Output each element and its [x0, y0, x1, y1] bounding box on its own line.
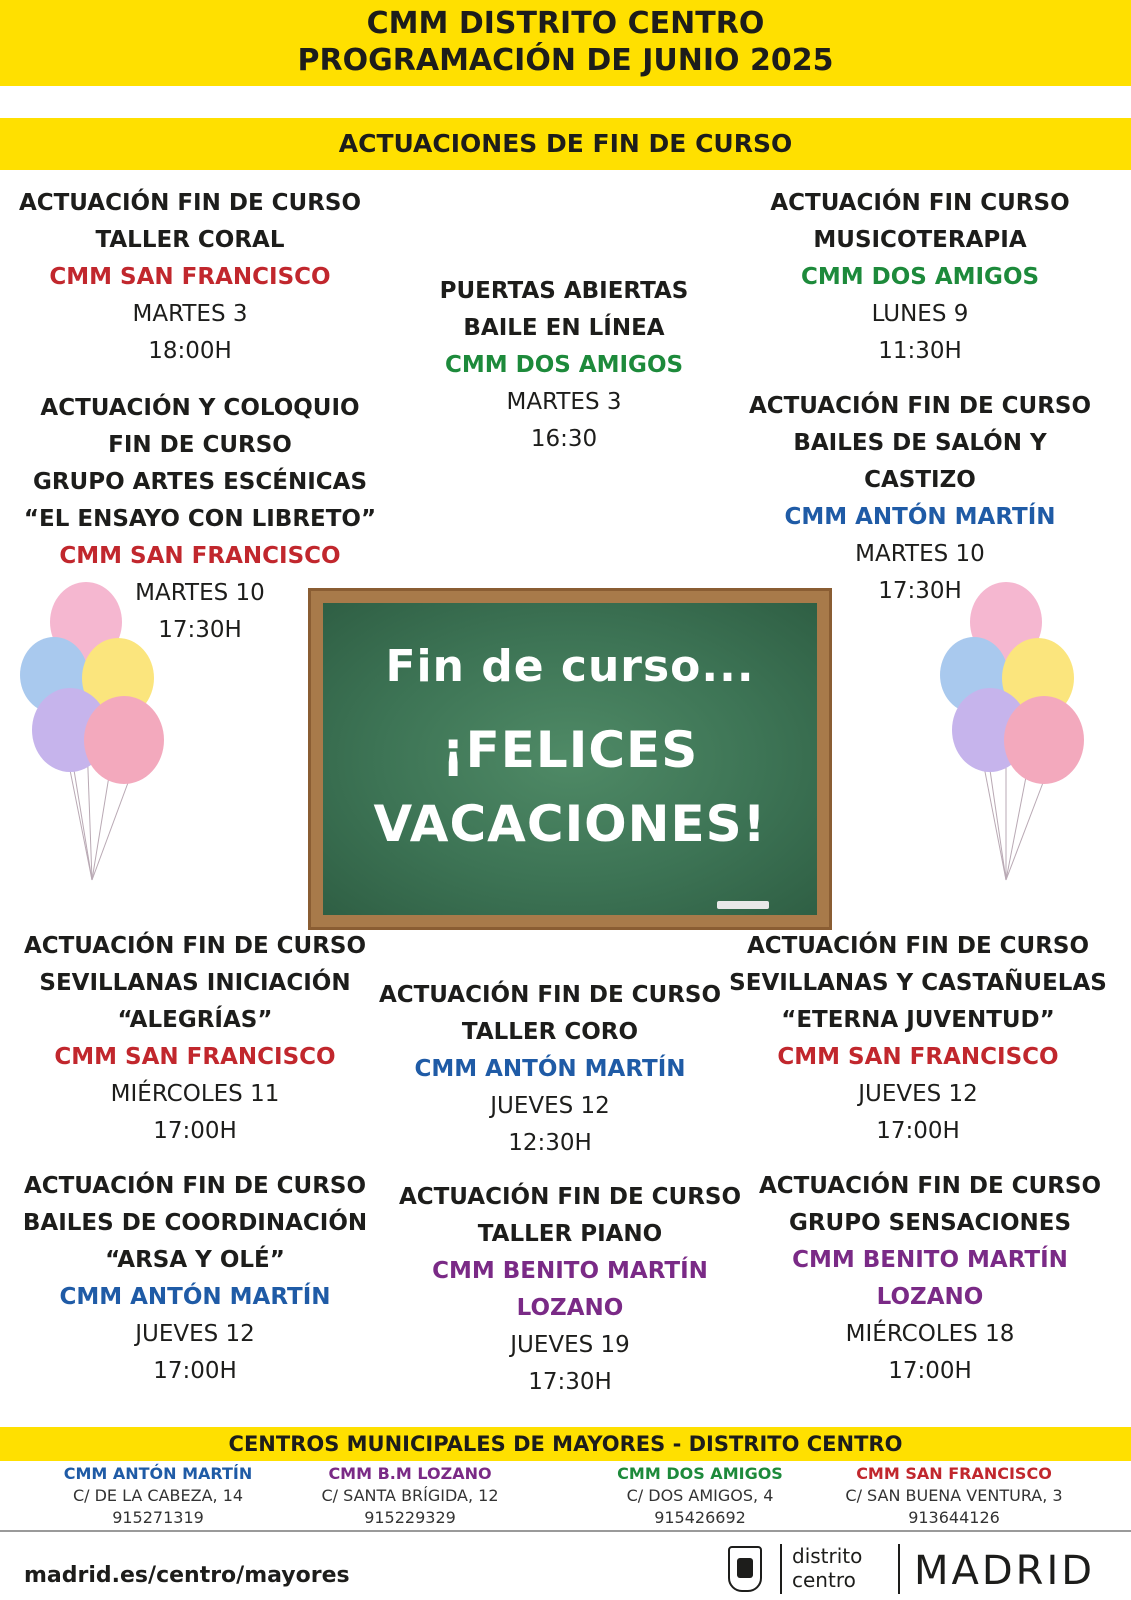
- event-center: CMM ANTÓN MARTÍN: [784, 504, 1056, 530]
- event-day: LUNES 9: [871, 301, 969, 327]
- event-title-line: GRUPO SENSACIONES: [788, 1210, 1072, 1236]
- event-bailes-salon: [730, 388, 1110, 610]
- event-center: CMM BENITO MARTÍN: [792, 1247, 1068, 1273]
- chalkboard-line-3: VACACIONES!: [373, 795, 767, 853]
- madrid-logo: [728, 1540, 1108, 1596]
- event-title-line: ACTUACIÓN FIN DE CURSO: [758, 1173, 1102, 1199]
- event-title-line: BAILE EN LÍNEA: [463, 315, 665, 341]
- logo-distrito-centro: [792, 1544, 862, 1592]
- center-name: CMM ANTÓN MARTÍN: [63, 1464, 253, 1483]
- event-title-line: ACTUACIÓN FIN DE CURSO: [18, 190, 362, 216]
- event-arsa-y-ole: [5, 1168, 385, 1390]
- madrid-crest-icon: [728, 1546, 762, 1592]
- centers-title: CENTROS MUNICIPALES DE MAYORES - DISTRITO CENTRO: [0, 1427, 1131, 1461]
- event-title-line: ACTUACIÓN FIN CURSO: [770, 190, 1070, 216]
- event-taller-coral: [0, 185, 380, 370]
- event-title-line: ACTUACIÓN FIN DE CURSO: [23, 1173, 367, 1199]
- center-anton-martin: [28, 1463, 288, 1529]
- event-title-line: TALLER PIANO: [477, 1221, 663, 1247]
- event-time: 17:00H: [153, 1118, 237, 1144]
- event-day: MARTES 3: [506, 389, 622, 415]
- event-day: JUEVES 12: [858, 1081, 978, 1107]
- header-subtitle: PROGRAMACIÓN DE JUNIO 2025: [297, 43, 834, 78]
- event-time: 17:00H: [153, 1358, 237, 1384]
- event-center: CMM SAN FRANCISCO: [59, 543, 341, 569]
- event-title-line: BAILES DE SALÓN Y: [793, 430, 1047, 456]
- center-bm-lozano: [280, 1463, 540, 1529]
- event-title-line: PUERTAS ABIERTAS: [439, 278, 689, 304]
- event-time: 18:00H: [148, 338, 232, 364]
- event-center: CMM BENITO MARTÍN: [432, 1258, 708, 1284]
- center-name: CMM B.M LOZANO: [328, 1464, 492, 1483]
- chalkboard-surface: [323, 603, 817, 915]
- chalkboard-line-2: ¡FELICES: [441, 721, 699, 779]
- event-center: LOZANO: [516, 1295, 624, 1321]
- event-day: MIÉRCOLES 18: [845, 1321, 1015, 1347]
- event-title-line: MUSICOTERAPIA: [813, 227, 1027, 253]
- header-title: CMM DISTRITO CENTRO: [366, 6, 765, 41]
- event-center: CMM ANTÓN MARTÍN: [59, 1284, 331, 1310]
- event-time: 17:30H: [528, 1369, 612, 1395]
- center-name: CMM DOS AMIGOS: [617, 1464, 783, 1483]
- center-address: C/ DOS AMIGOS, 4: [626, 1486, 774, 1505]
- event-time: 12:30H: [508, 1130, 592, 1156]
- event-taller-piano: [380, 1179, 760, 1401]
- event-grupo-sensaciones: [740, 1168, 1120, 1390]
- event-title-line: BAILES DE COORDINACIÓN: [22, 1210, 368, 1236]
- event-musicoterapia: [730, 185, 1110, 370]
- chalkboard: [308, 588, 832, 930]
- event-time: 11:30H: [878, 338, 962, 364]
- event-time: 16:30: [530, 426, 598, 452]
- chalkboard-line-1: Fin de curso...: [385, 641, 755, 692]
- event-baile-en-linea: [374, 273, 754, 458]
- event-title-line: GRUPO ARTES ESCÉNICAS: [32, 469, 368, 495]
- center-dos-amigos: [570, 1463, 830, 1529]
- event-title-line: TALLER CORO: [461, 1019, 639, 1045]
- event-day: MARTES 10: [855, 541, 985, 567]
- event-title-line: FIN DE CURSO: [108, 432, 292, 458]
- footer-divider: [0, 1530, 1131, 1532]
- center-address: C/ DE LA CABEZA, 14: [72, 1486, 244, 1505]
- event-center: CMM ANTÓN MARTÍN: [414, 1056, 686, 1082]
- event-title-line: SEVILLANAS Y CASTAÑUELAS: [729, 970, 1107, 996]
- event-title-line: “EL ENSAYO CON LIBRETO”: [23, 506, 377, 532]
- event-day: MARTES 10: [135, 580, 265, 606]
- event-day: MIÉRCOLES 11: [110, 1081, 280, 1107]
- center-address: C/ SAN BUENA VENTURA, 3: [845, 1486, 1063, 1505]
- logo-divider: [898, 1544, 900, 1594]
- logo-madrid-wordmark: MADRID: [914, 1548, 1096, 1594]
- event-title-line: “ETERNA JUVENTUD”: [781, 1007, 1055, 1033]
- event-title-line: ACTUACIÓN FIN DE CURSO: [748, 393, 1092, 419]
- event-day: JUEVES 19: [510, 1332, 630, 1358]
- event-title-line: SEVILLANAS INICIACIÓN: [39, 970, 351, 996]
- event-title-line: “ALEGRÍAS”: [117, 1007, 273, 1033]
- center-phone: 915229329: [364, 1508, 456, 1527]
- event-time: 17:00H: [888, 1358, 972, 1384]
- logo-divider: [780, 1544, 782, 1594]
- center-phone: 915426692: [654, 1508, 746, 1527]
- logo-line-1: distrito: [792, 1544, 863, 1568]
- event-sevillanas-iniciacion: [5, 928, 385, 1150]
- event-time: 17:30H: [878, 578, 962, 604]
- event-time: 17:00H: [876, 1118, 960, 1144]
- event-title-line: “ARSA Y OLÉ”: [105, 1247, 285, 1273]
- event-title-line: ACTUACIÓN Y COLOQUIO: [40, 395, 360, 421]
- event-center: CMM DOS AMIGOS: [444, 352, 684, 378]
- event-title-line: ACTUACIÓN FIN DE CURSO: [746, 933, 1090, 959]
- event-center: LOZANO: [876, 1284, 984, 1310]
- event-center: CMM SAN FRANCISCO: [49, 264, 331, 290]
- section-title: ACTUACIONES DE FIN DE CURSO: [0, 118, 1131, 170]
- header-band: [0, 0, 1131, 86]
- event-title-line: ACTUACIÓN FIN DE CURSO: [23, 933, 367, 959]
- event-time: 17:30H: [158, 617, 242, 643]
- event-title-line: TALLER CORAL: [95, 227, 285, 253]
- event-taller-coro: [360, 977, 740, 1162]
- footer-url-link[interactable]: madrid.es/centro/mayores: [24, 1563, 350, 1588]
- event-day: JUEVES 12: [135, 1321, 255, 1347]
- center-name: CMM SAN FRANCISCO: [856, 1464, 1052, 1483]
- logo-line-2: centro: [792, 1568, 856, 1592]
- center-phone: 913644126: [908, 1508, 1000, 1527]
- event-center: CMM SAN FRANCISCO: [54, 1044, 336, 1070]
- event-eterna-juventud: [728, 928, 1108, 1150]
- event-day: MARTES 3: [132, 301, 248, 327]
- chalk-icon: [717, 901, 769, 909]
- event-title-line: CASTIZO: [864, 467, 976, 493]
- event-center: CMM SAN FRANCISCO: [777, 1044, 1059, 1070]
- center-phone: 915271319: [112, 1508, 204, 1527]
- balloons-right-icon: [934, 580, 1084, 890]
- center-address: C/ SANTA BRÍGIDA, 12: [321, 1486, 499, 1505]
- balloons-left-icon: [14, 580, 164, 890]
- event-center: CMM DOS AMIGOS: [800, 264, 1040, 290]
- event-title-line: ACTUACIÓN FIN DE CURSO: [378, 982, 722, 1008]
- event-day: JUEVES 12: [490, 1093, 610, 1119]
- center-san-francisco: [824, 1463, 1084, 1529]
- event-title-line: ACTUACIÓN FIN DE CURSO: [398, 1184, 742, 1210]
